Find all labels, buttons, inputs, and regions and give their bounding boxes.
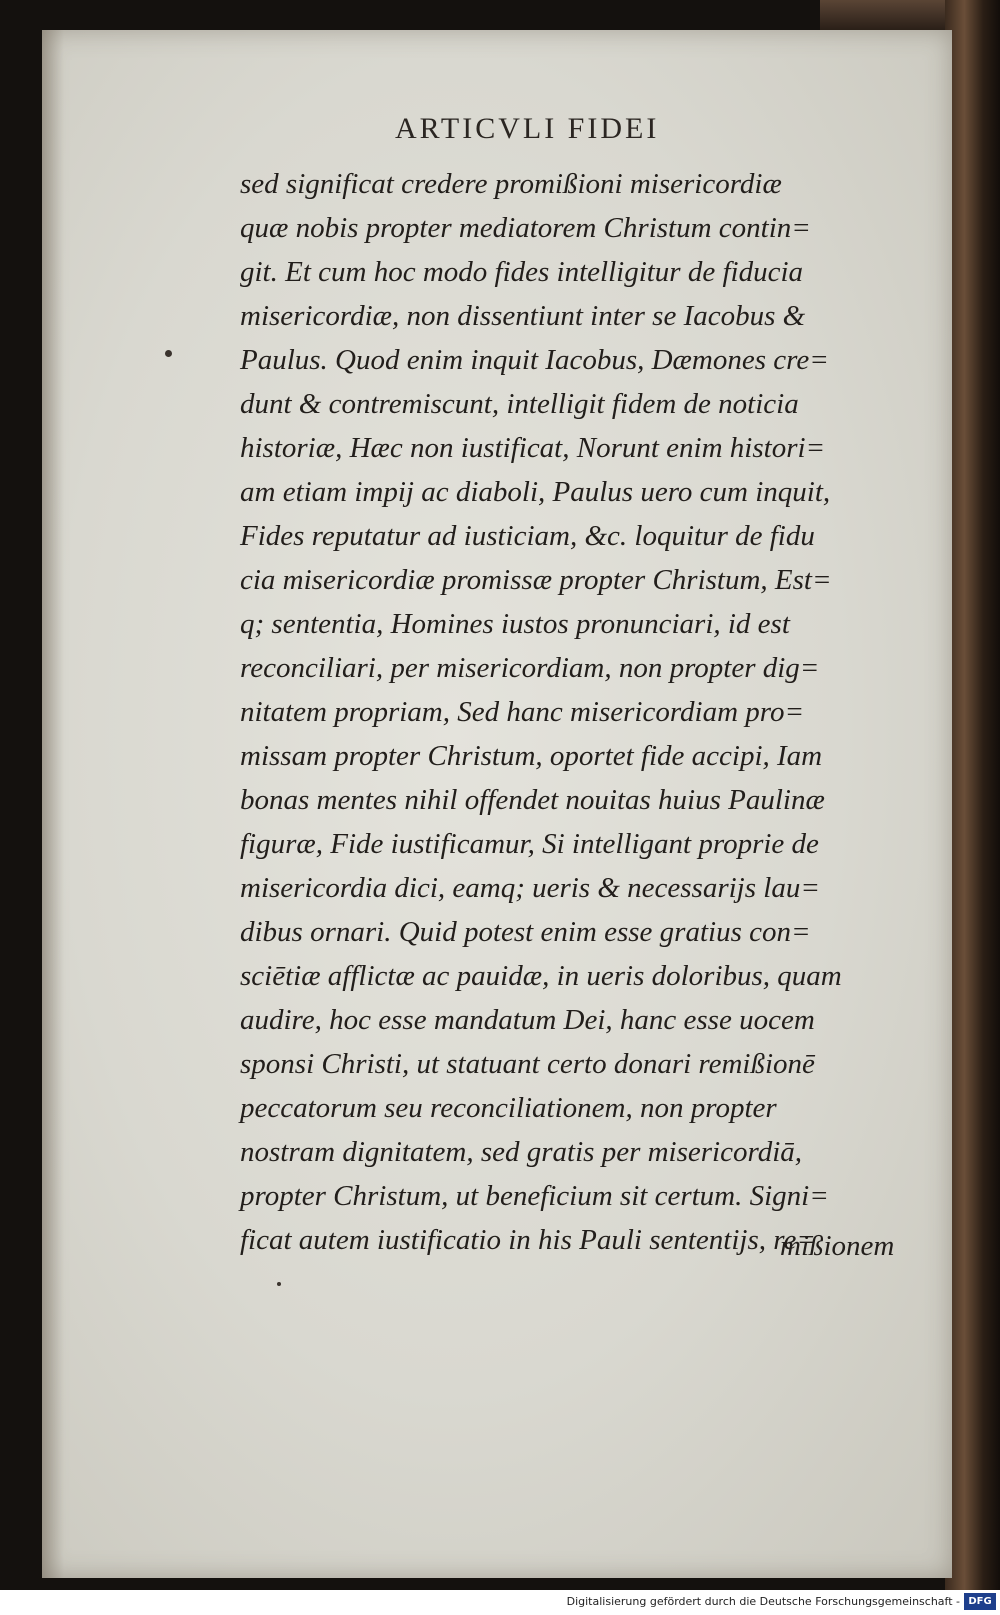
text-line: misericordia dici, eamq; ueris & necessarijs lau= <box>240 872 820 904</box>
text-line: Paulus. Quod enim inquit Iacobus, Dæmones cre= <box>240 344 829 376</box>
text-line: ficat autem iustificatio in his Pauli sententijs, re= <box>240 1224 816 1256</box>
text-line: missam propter Christum, oportet fide accipi, Iam <box>240 740 823 772</box>
text-line: reconciliari, per misericordiam, non propter dig= <box>240 652 820 684</box>
text-line: sed significat credere promißioni misericordiæ <box>240 168 782 200</box>
text-line: q; sententia, Homines iustos pronunciari, id est <box>240 608 790 640</box>
text-line: sciētiæ afflictæ ac pauidæ, in ueris doloribus, quam <box>240 960 842 992</box>
text-line: audire, hoc esse mandatum Dei, hanc esse uocem <box>240 1004 815 1036</box>
text-line: misericordiæ, non dissentiunt inter se Iacobus & <box>240 300 806 332</box>
text-line: propter Christum, ut beneficium sit certum. Signi= <box>240 1180 829 1212</box>
book-right-edge <box>945 0 1000 1590</box>
text-line: cia misericordiæ promissæ propter Christum, Est= <box>240 564 832 596</box>
text-line: dunt & contremiscunt, intelligit fidem de noticia <box>240 388 799 420</box>
text-line: nitatem propriam, Sed hanc misericordiam pro= <box>240 696 805 728</box>
running-head: ARTICVLI FIDEI <box>395 112 660 145</box>
text-line: am etiam impij ac diaboli, Paulus uero cum inquit, <box>240 476 831 508</box>
footer-bar <box>0 1590 1000 1615</box>
text-line: bonas mentes nihil offendet nouitas huius Paulinæ <box>240 784 825 816</box>
ink-spot <box>165 350 172 357</box>
text-line: git. Et cum hoc modo fides intelligitur de fiducia <box>240 256 804 288</box>
text-line: sponsi Christi, ut statuant certo donari remißionē <box>240 1048 815 1080</box>
text-line: quæ nobis propter mediatorem Christum contin= <box>240 212 811 244</box>
text-line: Fides reputatur ad iusticiam, &c. loquitur de fidu <box>240 520 815 552</box>
catchword: mißionem <box>780 1230 895 1262</box>
ink-spot <box>277 1282 281 1286</box>
text-line: figuræ, Fide iustificamur, Si intelligant proprie de <box>240 828 819 860</box>
funding-notice: Digitalisierung gefördert durch die Deutsche Forschungsgemeinschaft - <box>566 1595 960 1608</box>
text-line: dibus ornari. Quid potest enim esse gratius con= <box>240 916 811 948</box>
page-gutter-shadow <box>42 30 64 1578</box>
dfg-logo-icon: DFG <box>964 1593 996 1610</box>
text-line: historiæ, Hæc non iustificat, Norunt enim histori= <box>240 432 826 464</box>
text-line: nostram dignitatem, sed gratis per misericordiā, <box>240 1136 803 1168</box>
text-line: peccatorum seu reconciliationem, non propter <box>240 1092 777 1124</box>
text-block <box>240 162 940 1262</box>
